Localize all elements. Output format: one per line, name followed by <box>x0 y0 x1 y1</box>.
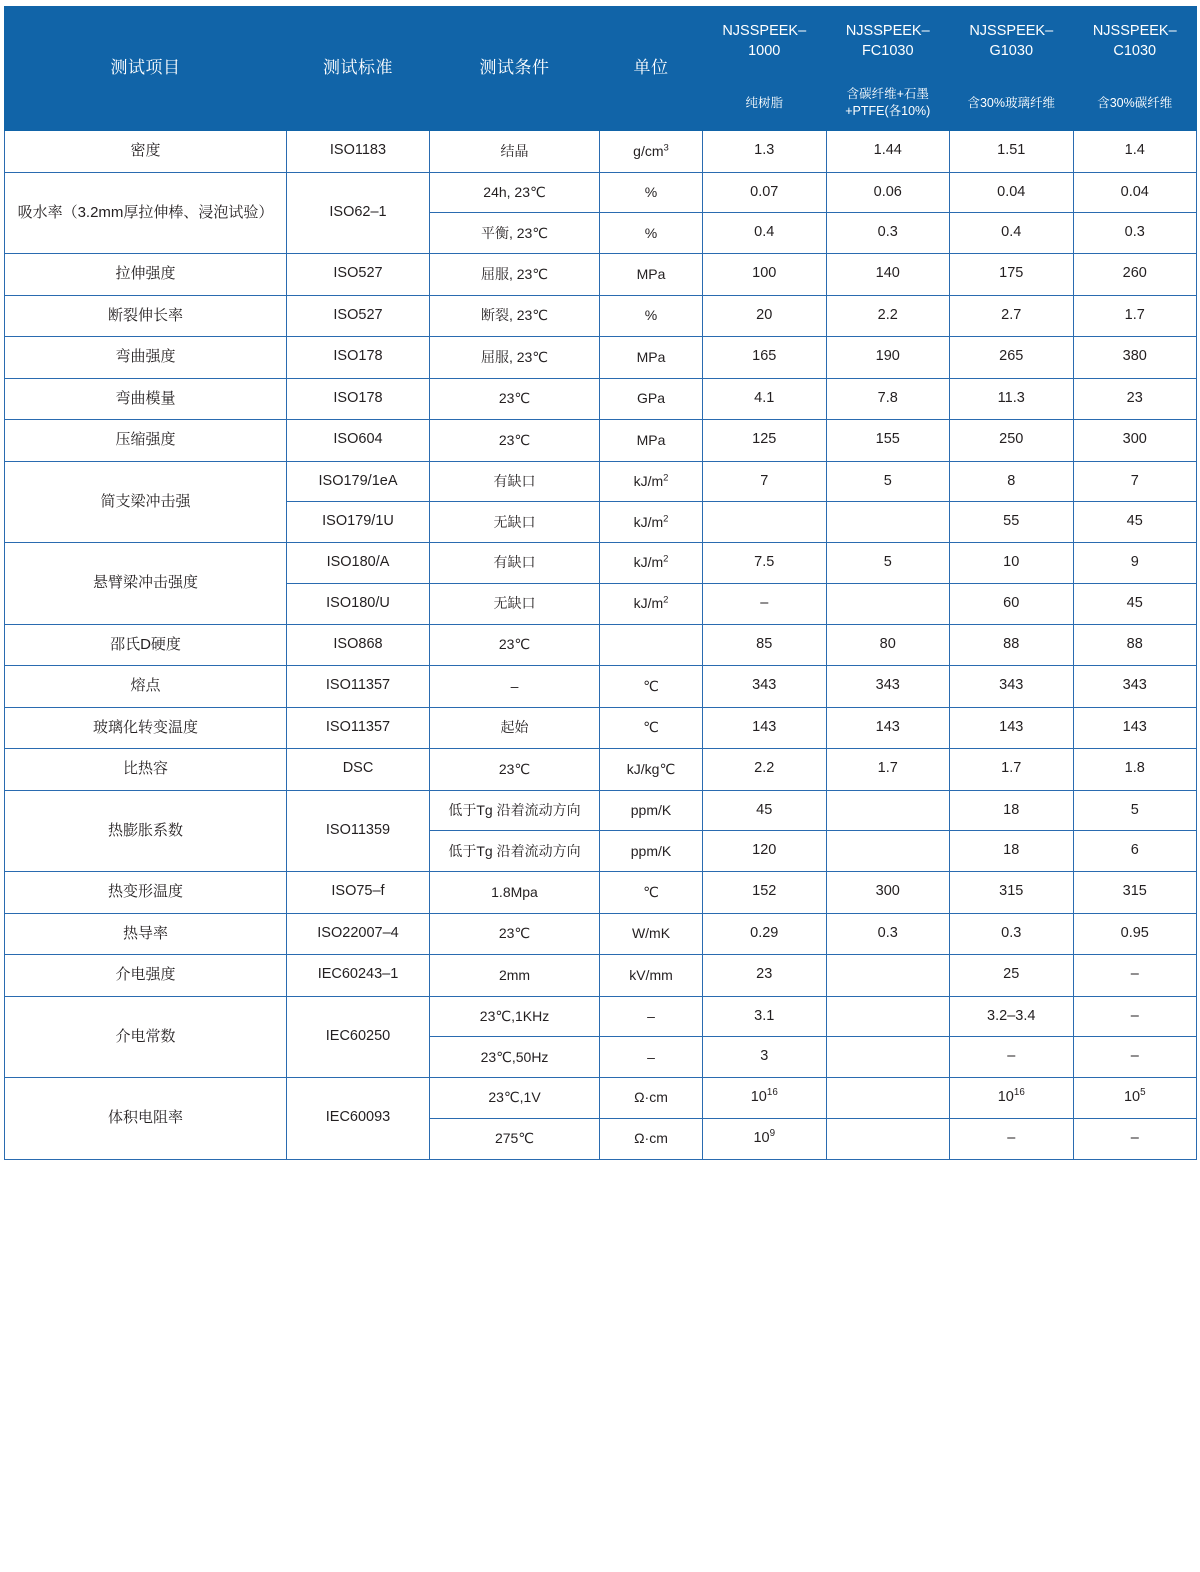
cell-value-product-2: 140 <box>826 254 950 296</box>
cell-test-condition: 24h, 23℃ <box>430 172 600 213</box>
cell-value-product-2: 155 <box>826 420 950 462</box>
table-row <box>5 749 1197 791</box>
cell-test-standard: ISO178 <box>287 378 430 420</box>
table-row <box>5 707 1197 749</box>
cell-value-product-3: 18 <box>950 831 1074 872</box>
cell-test-condition: 低于Tg 沿着流动方向 <box>430 790 600 831</box>
cell-test-item: 压缩强度 <box>5 420 287 462</box>
cell-test-item: 介电强度 <box>5 955 287 997</box>
cell-unit: % <box>600 295 703 337</box>
cell-value-product-4: 45 <box>1073 502 1197 543</box>
cell-value-product-2: 1.44 <box>826 131 950 173</box>
header-product-2-desc: 含碳纤维+石墨+PTFE(各10%) <box>826 76 950 131</box>
cell-value-product-1: $10^{16}$ <box>703 1078 827 1119</box>
cell-value-product-4: 1.8 <box>1073 749 1197 791</box>
cell-value-product-3: $10^{16}$ <box>950 1078 1074 1119</box>
cell-test-standard: ISO11359 <box>287 790 430 872</box>
cell-test-condition: 结晶 <box>430 131 600 173</box>
cell-test-item: 弯曲模量 <box>5 378 287 420</box>
cell-unit: $kJ/m^2$ <box>600 543 703 584</box>
cell-value-product-4: 300 <box>1073 420 1197 462</box>
cell-value-product-1: 165 <box>703 337 827 379</box>
cell-unit: $kJ/m^2$ <box>600 502 703 543</box>
cell-value-product-3: 3.2–3.4 <box>950 996 1074 1037</box>
cell-test-item: 断裂伸长率 <box>5 295 287 337</box>
header-test-item: 测试项目 <box>5 7 287 131</box>
cell-value-product-4: 88 <box>1073 624 1197 666</box>
header-test-condition: 测试条件 <box>430 7 600 131</box>
cell-test-standard: DSC <box>287 749 430 791</box>
cell-value-product-4: 6 <box>1073 831 1197 872</box>
cell-value-product-1: 100 <box>703 254 827 296</box>
cell-test-standard: ISO180/U <box>287 583 430 624</box>
cell-value-product-3: 11.3 <box>950 378 1074 420</box>
cell-value-product-4: $10^5$ <box>1073 1078 1197 1119</box>
cell-unit: % <box>600 172 703 213</box>
cell-value-product-2: 1.7 <box>826 749 950 791</box>
table-row <box>5 461 1197 502</box>
table-row <box>5 543 1197 584</box>
cell-value-product-1: 143 <box>703 707 827 749</box>
cell-test-standard: ISO22007–4 <box>287 913 430 955</box>
cell-value-product-2 <box>826 1078 950 1119</box>
cell-unit: MPa <box>600 337 703 379</box>
cell-test-standard: IEC60250 <box>287 996 430 1078</box>
cell-value-product-3: 0.04 <box>950 172 1074 213</box>
cell-test-item: 密度 <box>5 131 287 173</box>
cell-value-product-1: 152 <box>703 872 827 914</box>
cell-test-item: 热变形温度 <box>5 872 287 914</box>
cell-unit: $g/cm^3$ <box>600 131 703 173</box>
cell-unit: $kJ/m^2$ <box>600 461 703 502</box>
cell-value-product-3: 315 <box>950 872 1074 914</box>
cell-value-product-1: 343 <box>703 666 827 708</box>
cell-unit: W/mK <box>600 913 703 955</box>
cell-value-product-4: 23 <box>1073 378 1197 420</box>
cell-value-product-1: 20 <box>703 295 827 337</box>
cell-value-product-3: 18 <box>950 790 1074 831</box>
cell-unit: Ω·cm <box>600 1078 703 1119</box>
cell-test-condition: 23℃,1KHz <box>430 996 600 1037</box>
cell-test-condition: 屈服, 23℃ <box>430 254 600 296</box>
cell-unit: kV/mm <box>600 955 703 997</box>
cell-test-condition: 23℃ <box>430 420 600 462</box>
cell-value-product-1: $10^9$ <box>703 1118 827 1159</box>
cell-value-product-4: 7 <box>1073 461 1197 502</box>
cell-value-product-2 <box>826 583 950 624</box>
cell-test-condition: 平衡, 23℃ <box>430 213 600 254</box>
cell-value-product-1: 120 <box>703 831 827 872</box>
cell-unit: ppm/K <box>600 790 703 831</box>
table-row <box>5 955 1197 997</box>
cell-unit: kJ/kg℃ <box>600 749 703 791</box>
cell-value-product-4: – <box>1073 1118 1197 1159</box>
table-body <box>5 131 1197 1160</box>
cell-value-product-2: 190 <box>826 337 950 379</box>
cell-value-product-2: 80 <box>826 624 950 666</box>
cell-unit: MPa <box>600 254 703 296</box>
cell-value-product-1 <box>703 502 827 543</box>
cell-value-product-3: 0.3 <box>950 913 1074 955</box>
cell-test-condition: 23℃,50Hz <box>430 1037 600 1078</box>
cell-value-product-4: 5 <box>1073 790 1197 831</box>
cell-value-product-1: 1.3 <box>703 131 827 173</box>
table-row <box>5 790 1197 831</box>
cell-test-condition: 23℃,1V <box>430 1078 600 1119</box>
table-row <box>5 996 1197 1037</box>
cell-test-condition: 2mm <box>430 955 600 997</box>
cell-value-product-2: 2.2 <box>826 295 950 337</box>
cell-value-product-3: 60 <box>950 583 1074 624</box>
table-header <box>5 7 1197 131</box>
cell-value-product-3: 265 <box>950 337 1074 379</box>
table-row <box>5 131 1197 173</box>
cell-test-standard: ISO604 <box>287 420 430 462</box>
cell-value-product-3: 175 <box>950 254 1074 296</box>
cell-value-product-1: 0.29 <box>703 913 827 955</box>
cell-unit: ℃ <box>600 872 703 914</box>
cell-test-condition: – <box>430 666 600 708</box>
cell-value-product-3: 55 <box>950 502 1074 543</box>
cell-test-condition: 有缺口 <box>430 543 600 584</box>
cell-test-condition: 断裂, 23℃ <box>430 295 600 337</box>
cell-unit: – <box>600 1037 703 1078</box>
cell-value-product-2 <box>826 1118 950 1159</box>
table-row <box>5 913 1197 955</box>
cell-value-product-1: 0.07 <box>703 172 827 213</box>
cell-value-product-1: 125 <box>703 420 827 462</box>
cell-value-product-4: 0.04 <box>1073 172 1197 213</box>
cell-test-condition: 23℃ <box>430 378 600 420</box>
cell-value-product-2 <box>826 996 950 1037</box>
cell-unit: ppm/K <box>600 831 703 872</box>
cell-value-product-2 <box>826 1037 950 1078</box>
cell-unit <box>600 624 703 666</box>
cell-test-condition: 23℃ <box>430 913 600 955</box>
header-row-primary <box>5 7 1197 76</box>
cell-value-product-4: 380 <box>1073 337 1197 379</box>
cell-test-standard: ISO75–f <box>287 872 430 914</box>
cell-unit: % <box>600 213 703 254</box>
header-product-2: NJSSPEEK–FC1030 <box>826 7 950 76</box>
cell-value-product-3: – <box>950 1037 1074 1078</box>
cell-value-product-3: 1.7 <box>950 749 1074 791</box>
cell-value-product-2 <box>826 955 950 997</box>
header-product-4: NJSSPEEK–C1030 <box>1073 7 1197 76</box>
cell-test-condition: 无缺口 <box>430 583 600 624</box>
table-row <box>5 420 1197 462</box>
cell-value-product-1: – <box>703 583 827 624</box>
cell-value-product-4: 343 <box>1073 666 1197 708</box>
cell-value-product-2: 343 <box>826 666 950 708</box>
cell-value-product-2 <box>826 502 950 543</box>
table-row <box>5 172 1197 213</box>
table-row <box>5 666 1197 708</box>
cell-value-product-3: 343 <box>950 666 1074 708</box>
cell-value-product-4: 315 <box>1073 872 1197 914</box>
header-product-1-desc: 纯树脂 <box>703 76 827 131</box>
cell-test-standard: ISO179/1eA <box>287 461 430 502</box>
cell-test-standard: IEC60243–1 <box>287 955 430 997</box>
cell-value-product-4: 143 <box>1073 707 1197 749</box>
cell-value-product-4: 9 <box>1073 543 1197 584</box>
cell-value-product-1: 0.4 <box>703 213 827 254</box>
cell-value-product-3: 250 <box>950 420 1074 462</box>
cell-test-standard: ISO1183 <box>287 131 430 173</box>
cell-test-item: 介电常数 <box>5 996 287 1078</box>
cell-test-item: 邵氏D硬度 <box>5 624 287 666</box>
table-row <box>5 624 1197 666</box>
cell-value-product-2 <box>826 831 950 872</box>
cell-test-item: 熔点 <box>5 666 287 708</box>
cell-unit: GPa <box>600 378 703 420</box>
cell-test-item: 吸水率（3.2mm厚拉伸棒、浸泡试验） <box>5 172 287 254</box>
cell-value-product-3: 10 <box>950 543 1074 584</box>
cell-test-standard: ISO868 <box>287 624 430 666</box>
cell-unit: $kJ/m^2$ <box>600 583 703 624</box>
cell-test-condition: 起始 <box>430 707 600 749</box>
cell-value-product-3: 1.51 <box>950 131 1074 173</box>
header-product-3-desc: 含30%玻璃纤维 <box>950 76 1074 131</box>
cell-value-product-3: 25 <box>950 955 1074 997</box>
cell-value-product-1: 3.1 <box>703 996 827 1037</box>
cell-value-product-4: 1.7 <box>1073 295 1197 337</box>
cell-test-item: 热膨胀系数 <box>5 790 287 872</box>
cell-value-product-3: 143 <box>950 707 1074 749</box>
cell-value-product-2: 0.06 <box>826 172 950 213</box>
cell-unit: MPa <box>600 420 703 462</box>
cell-value-product-4: – <box>1073 1037 1197 1078</box>
table-row <box>5 1078 1197 1119</box>
table-row <box>5 378 1197 420</box>
cell-value-product-2: 143 <box>826 707 950 749</box>
cell-value-product-3: 8 <box>950 461 1074 502</box>
cell-test-standard: IEC60093 <box>287 1078 430 1160</box>
cell-test-item: 简支梁冲击强 <box>5 461 287 543</box>
cell-value-product-4: – <box>1073 955 1197 997</box>
cell-test-standard: ISO527 <box>287 295 430 337</box>
cell-test-condition: 无缺口 <box>430 502 600 543</box>
header-product-1: NJSSPEEK–1000 <box>703 7 827 76</box>
table-row <box>5 254 1197 296</box>
cell-value-product-2: 7.8 <box>826 378 950 420</box>
cell-test-standard: ISO180/A <box>287 543 430 584</box>
cell-test-condition: 低于Tg 沿着流动方向 <box>430 831 600 872</box>
cell-value-product-1: 85 <box>703 624 827 666</box>
cell-value-product-1: 23 <box>703 955 827 997</box>
cell-value-product-4: – <box>1073 996 1197 1037</box>
cell-test-item: 体积电阻率 <box>5 1078 287 1160</box>
cell-test-standard: ISO11357 <box>287 707 430 749</box>
cell-value-product-2: 0.3 <box>826 913 950 955</box>
cell-value-product-3: 0.4 <box>950 213 1074 254</box>
cell-value-product-1: 2.2 <box>703 749 827 791</box>
cell-value-product-3: 2.7 <box>950 295 1074 337</box>
table-row <box>5 872 1197 914</box>
cell-test-standard: ISO179/1U <box>287 502 430 543</box>
table-row <box>5 295 1197 337</box>
cell-value-product-2 <box>826 790 950 831</box>
cell-test-item: 热导率 <box>5 913 287 955</box>
cell-test-standard: ISO527 <box>287 254 430 296</box>
cell-value-product-1: 4.1 <box>703 378 827 420</box>
cell-value-product-2: 5 <box>826 461 950 502</box>
cell-test-item: 拉伸强度 <box>5 254 287 296</box>
cell-value-product-1: 3 <box>703 1037 827 1078</box>
cell-unit: – <box>600 996 703 1037</box>
cell-value-product-4: 45 <box>1073 583 1197 624</box>
cell-unit: ℃ <box>600 666 703 708</box>
cell-test-condition: 有缺口 <box>430 461 600 502</box>
cell-test-standard: ISO178 <box>287 337 430 379</box>
material-properties-table <box>4 6 1197 1160</box>
table-row <box>5 337 1197 379</box>
cell-test-item: 比热容 <box>5 749 287 791</box>
cell-unit: Ω·cm <box>600 1118 703 1159</box>
cell-test-condition: 1.8Mpa <box>430 872 600 914</box>
cell-value-product-3: – <box>950 1118 1074 1159</box>
cell-value-product-3: 88 <box>950 624 1074 666</box>
cell-value-product-1: 7 <box>703 461 827 502</box>
cell-test-condition: 屈服, 23℃ <box>430 337 600 379</box>
cell-test-item: 悬臂梁冲击强度 <box>5 543 287 625</box>
header-product-3: NJSSPEEK–G1030 <box>950 7 1074 76</box>
cell-value-product-2: 5 <box>826 543 950 584</box>
cell-value-product-2: 300 <box>826 872 950 914</box>
cell-value-product-4: 260 <box>1073 254 1197 296</box>
header-test-standard: 测试标准 <box>287 7 430 131</box>
cell-value-product-1: 45 <box>703 790 827 831</box>
cell-value-product-2: 0.3 <box>826 213 950 254</box>
cell-test-item: 弯曲强度 <box>5 337 287 379</box>
cell-unit: ℃ <box>600 707 703 749</box>
header-product-4-desc: 含30%碳纤维 <box>1073 76 1197 131</box>
cell-test-standard: ISO11357 <box>287 666 430 708</box>
header-unit: 单位 <box>600 7 703 131</box>
cell-test-item: 玻璃化转变温度 <box>5 707 287 749</box>
cell-value-product-4: 0.95 <box>1073 913 1197 955</box>
cell-test-condition: 23℃ <box>430 749 600 791</box>
cell-test-condition: 275℃ <box>430 1118 600 1159</box>
cell-value-product-4: 0.3 <box>1073 213 1197 254</box>
cell-value-product-4: 1.4 <box>1073 131 1197 173</box>
cell-value-product-1: 7.5 <box>703 543 827 584</box>
cell-test-condition: 23℃ <box>430 624 600 666</box>
cell-test-standard: ISO62–1 <box>287 172 430 254</box>
